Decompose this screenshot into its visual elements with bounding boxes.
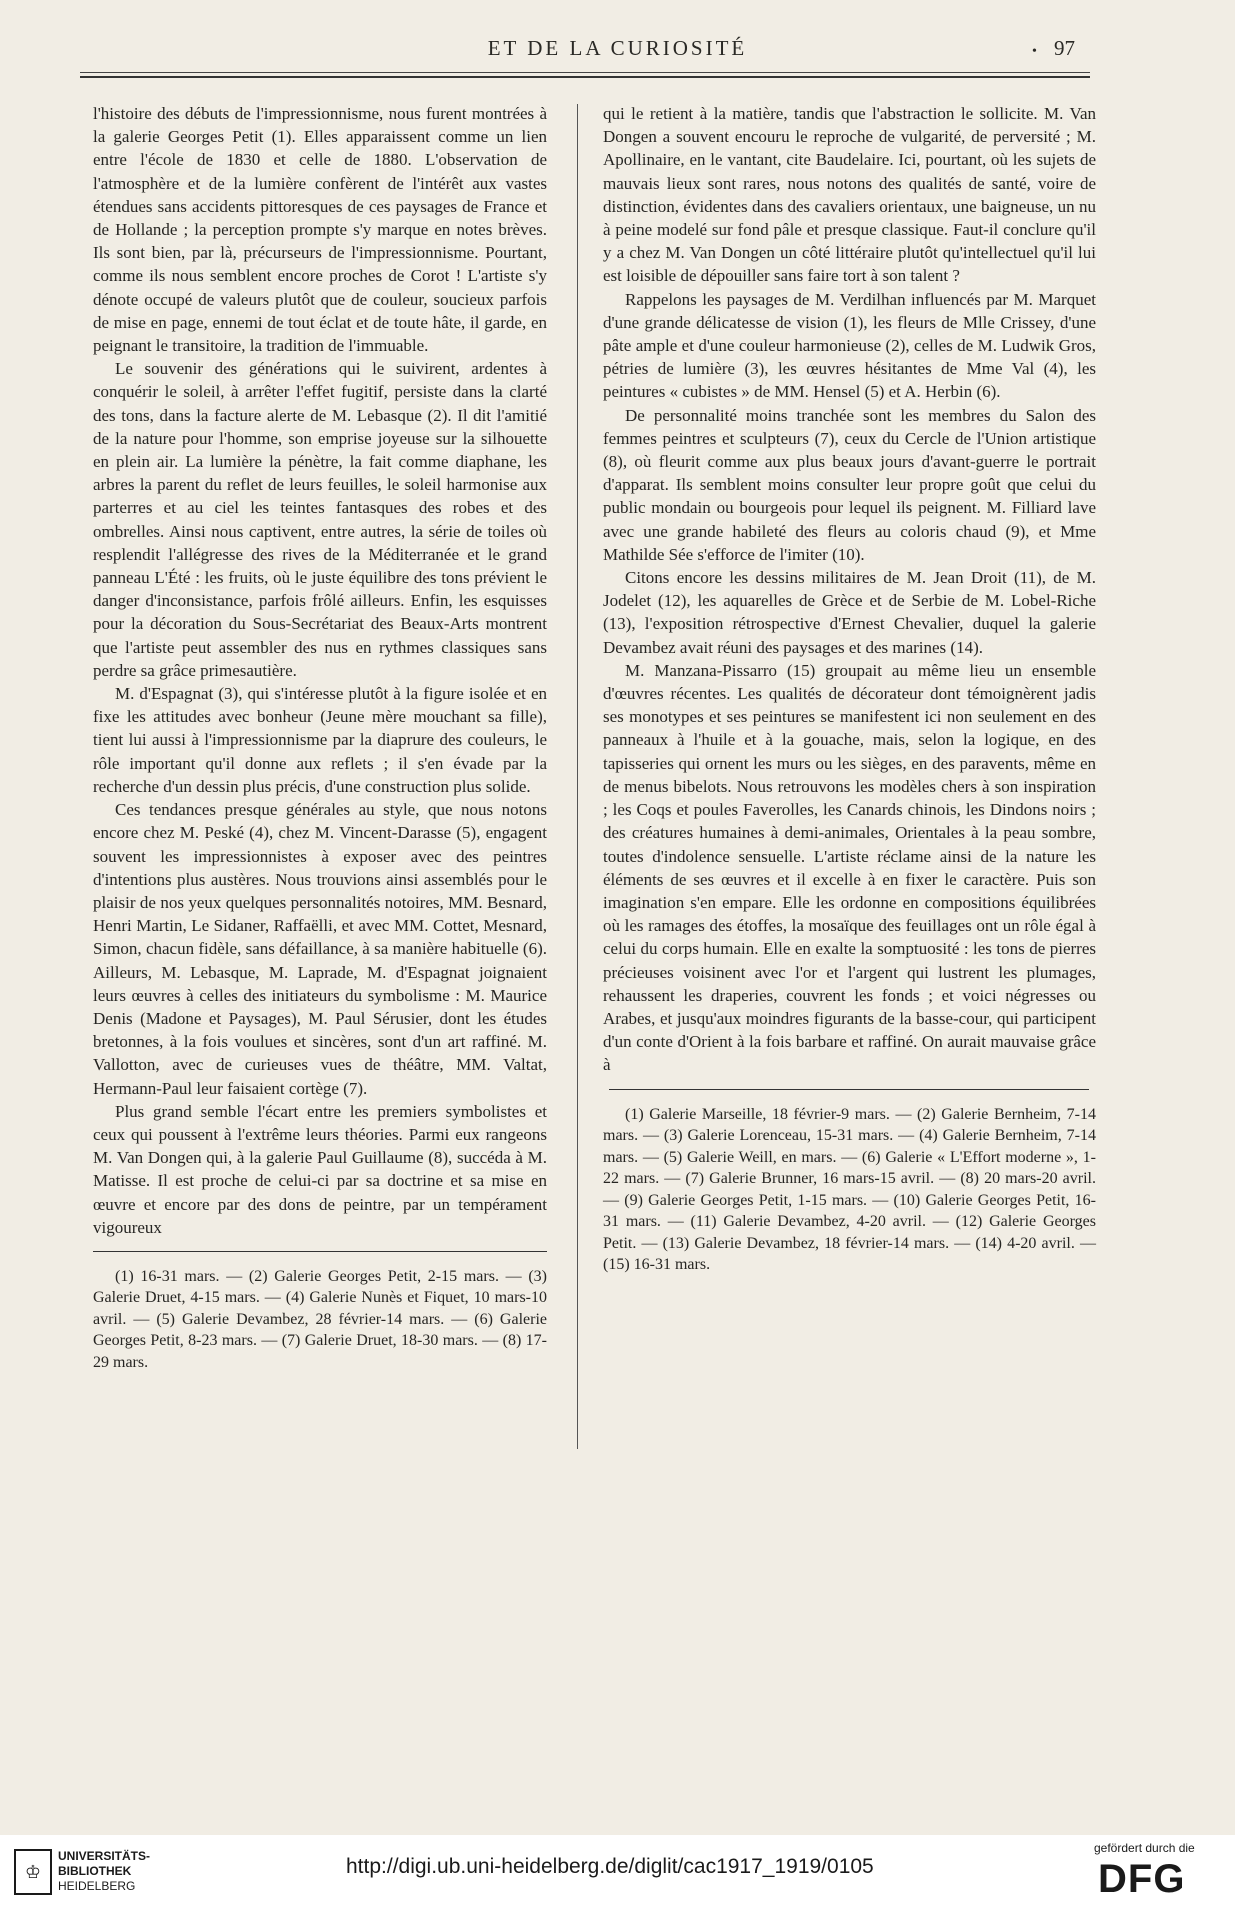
funded-by-text: gefördert durch die [1094, 1841, 1195, 1855]
header-dot: • [1032, 44, 1037, 59]
footnotes: (1) 16-31 mars. — (2) Galerie Georges Petit, 2-15 mars. — (3) Galerie Druet, 4-15 mars. — (4) Galerie Nunès et Fiquet, 10 mars-10 avril. — (5) Galerie Devambez, 28 février-14 mars. — (6) Galerie Georges Petit, 8-23 mars. — (7) Galerie Druet, 18-30 mars. — (8) 17-29 mars. [93, 1267, 547, 1371]
page-number: 97 [1054, 36, 1075, 60]
column-divider [577, 104, 578, 1449]
paragraph: Citons encore les dessins militaires de M. Jean Droit (11), de M. Jodelet (12), les aquarelles de Grèce et de Serbie de M. Lobel-Riche (13), l'exposition rétrospective d'Ernest Chevalier, duquel la galerie Devambez avait réuni des paysages et des marines (14). [603, 568, 1096, 657]
paragraph: Le souvenir des générations qui le suivirent, ardentes à conquérir le soleil, à arrêter l'effet fugitif, persiste dans la clarté des tons, dans la facture alerte de M. Lebasque (2). Il dit l'amitié de la nature pour l'homme, son emprise joyeuse sur la silhouette en plein air. La lumière la pénètre, la fait comme diaphane, les arbres la parent du reflet de leurs feuilles, le soleil harmonise aux parterres et au ciel les teintes fantasques des robes et des ombrelles. Ainsi nous captivent, entre autres, la série de toiles où resplendit l'allégresse des rives de la Méditerranée et le grand panneau L'Été : les fruits, où le juste équilibre des tons prévient le danger d'inconsistance, parfois frôlé ailleurs. Enfin, les esquisses pour la décoration du Sous-Secrétariat des Beaux-Arts montrent que l'artiste peut assembler des nus en rythmes classiques sans perdre sa grâce primesautière. [93, 359, 547, 680]
running-head: ET DE LA CURIOSITÉ [487, 36, 748, 60]
permalink[interactable]: http://digi.ub.uni-heidelberg.de/diglit/cac1917_1919/0105 [346, 1855, 874, 1878]
paragraph: M. Manzana-Pissarro (15) groupait au même lieu un ensemble d'œuvres récentes. Les qualités de décorateur dont témoignèrent jadis ses monotypes et ses peintures se manifestent ici non seulement en des panneaux à l'huile et à la gouache, mais, selon la logique, en des tapisseries qui ornent les murs ou les sièges, en des paravents, même en de menus bibelots. Nous retrouvons les modèles chers à son inspiration ; les Coqs et poules Faverolles, les Canards chinois, les Dindons noirs ; des créatures humaines à demi-animales, Orientales à la peau sombre, toutes d'indolence sensuelle. L'artiste réclame ainsi de la nature les éléments de ses œuvres et il excelle à en fixer le caractère. Puis son imagination s'en empare. Elle les ordonne en compositions équilibrées où les ramages des étoffes, la mosaïque des feuillages ont un rôle égal à celui du corps humain. Elle en exalte la somptuosité : les tons de pierres précieuses voisinent avec l'or et l'argent qui lustrent les plumages, rehaussent les draperies, couvrent les fonds ; et voici négresses ou Arabes, et jusqu'aux moindres figurants de la basse-cour, qui participent d'un conte d'Orient à la fois barbare et raffiné. On aurait mauvaise grâce à [603, 660, 1096, 1075]
footnote-rule [609, 1089, 1089, 1090]
left-column [93, 102, 547, 1373]
paragraph: De personnalité moins tranchée sont les membres du Salon des femmes peintres et sculpteurs (7), ceux du Cercle de l'Union artistique (8), où fleurit comme aux plus beaux jours d'avant-guerre le portrait d'apparat. Ils semblent moins consulter leur propre goût que celui du public mondain ou bourgeois pour lequel ils peignent. M. Filliard lave avec une grande habileté des fleurs au coloris chaud (9), et Mme Mathilde Sée s'efforce de l'imiter (10). [603, 405, 1096, 564]
paragraph: l'histoire des débuts de l'impressionnisme, nous furent montrées à la galerie Georges Petit (1). Elles apparaissent comme un lien entre l'école de 1830 et celle de 1880. L'observation de l'atmosphère et de la lumière confèrent de l'intérêt aux vastes étendues sans accidents pittoresques de ces paysages de France et de Hollande ; la perception prompte s'y marque en notes brèves. Ils sont bien, par là, précurseurs de l'impressionnisme. Pourtant, comme ils nous semblent encore proches de Corot ! L'artiste s'y dénote occupé de valeurs plutôt que de couleur, soucieux parfois de mise en page, ennemi de tout éclat et de toute hâte, il garde, en peignant le transitoire, la tradition de l'immuable. [93, 104, 547, 356]
paragraph: M. d'Espagnat (3), qui s'intéresse plutôt à la figure isolée et en fixe les attitudes avec bonheur (Jeune mère mouchant sa fille), tient lui aussi à l'impressionnisme par la diaprure des couleurs, le rôle important qu'il donne aux reflets ; il s'en évade par la recherche d'un dessin plus précis, d'une construction plus solide. [93, 684, 547, 796]
footnotes: (1) Galerie Marseille, 18 février-9 mars. — (2) Galerie Bernheim, 7-14 mars. — (3) Galerie Lorenceau, 15-31 mars. — (4) Galerie Bernheim, 7-14 mars. — (5) Galerie Weill, en mars. — (6) Galerie « L'Effort moderne », 1-22 mars. — (7) Galerie Brunner, 16 mars-15 avril. — (8) 20 mars-20 avril. — (9) Galerie Georges Petit, 1-15 mars. — (10) Galerie Georges Petit, 16-31 mars. — (11) Galerie Devambez, 4-20 avril. — (12) Galerie Georges Petit. — (13) Galerie Devambez, 18 février-14 mars. — (14) 4-20 avril. — (15) 16-31 mars. [603, 1105, 1096, 1274]
crown-shield-icon: ♔ [14, 1849, 52, 1895]
paragraph: Ces tendances presque générales au style, que nous notons encore chez M. Peské (4), chez M. Vincent-Darasse (5), engagent souvent les impressionnistes à exposer avec des peintres d'intentions plus austères. Nous trouvions ainsi assemblés pour le plaisir de nos yeux quelques personnalités notoires, MM. Besnard, Henri Martin, Le Sidaner, Raffaëlli, et avec MM. Cottet, Mesnard, Simon, chacun fidèle, sans défaillance, à sa manière habituelle (6). Ailleurs, M. Lebasque, M. Laprade, M. d'Espagnat joignaient leurs œuvres à celles des initiateurs du symbolisme : M. Maurice Denis (Madone et Paysages), M. Paul Sérusier, dont les études bretonnes, à la fois voulues et sincères, sont d'un art raffiné. M. Vallotton, avec de curieuses vues de théâtre, MM. Valtat, Hermann-Paul leur faisaient cortège (7). [93, 800, 547, 1098]
paragraph: Plus grand semble l'écart entre les premiers symbolistes et ceux qui poussent à l'extrême leurs théories. Parmi eux rangeons M. Van Dongen qui, à la galerie Paul Guillaume (8), succéda à M. Matisse. Il est proche de celui-ci par sa doctrine et sa mise en œuvre et encore par des dons de peintre, par un tempérament vigoureux [93, 1101, 547, 1237]
header-rule-thick [80, 76, 1090, 78]
footer-bar [0, 1835, 1235, 1905]
footnote-rule [93, 1251, 547, 1252]
header-rule-thin [80, 72, 1090, 73]
library-name: UNIVERSITÄTS- BIBLIOTHEK HEIDELBERG [58, 1849, 151, 1893]
paragraph: qui le retient à la matière, tandis que l'abstraction le sollicite. M. Van Dongen a souvent encouru le reproche de vulgarité, de perversité ; M. Apollinaire, en le vantant, cite Baudelaire. Ici, pourtant, où les sujets de mauvais lieux sont rares, nous notons des qualités de santé, voire de distinction, évidentes dans des cavaliers orientaux, une baigneuse, un nu à peine modelé sur fond pâle et presque classique. Faut-il conclure qu'il y a chez M. Van Dongen un côté littéraire plutôt qu'intellectuel qu'il lui est loisible de dépouiller sans faire tort à son talent ? [603, 104, 1096, 286]
dfg-logo: DFG [1098, 1857, 1186, 1901]
right-column [603, 102, 1096, 1276]
paragraph: Rappelons les paysages de M. Verdilhan influencés par M. Marquet d'une grande délicatesse de vision (1), les fleurs de Mlle Crissey, d'une pâte ample et d'une couleur harmonieuse (2), celles de M. Ludwik Gros, pétries de lumière (3), les œuvres hésitantes de Mme Val (4), les peintures « cubistes » de MM. Hensel (5) et A. Herbin (6). [603, 289, 1096, 402]
